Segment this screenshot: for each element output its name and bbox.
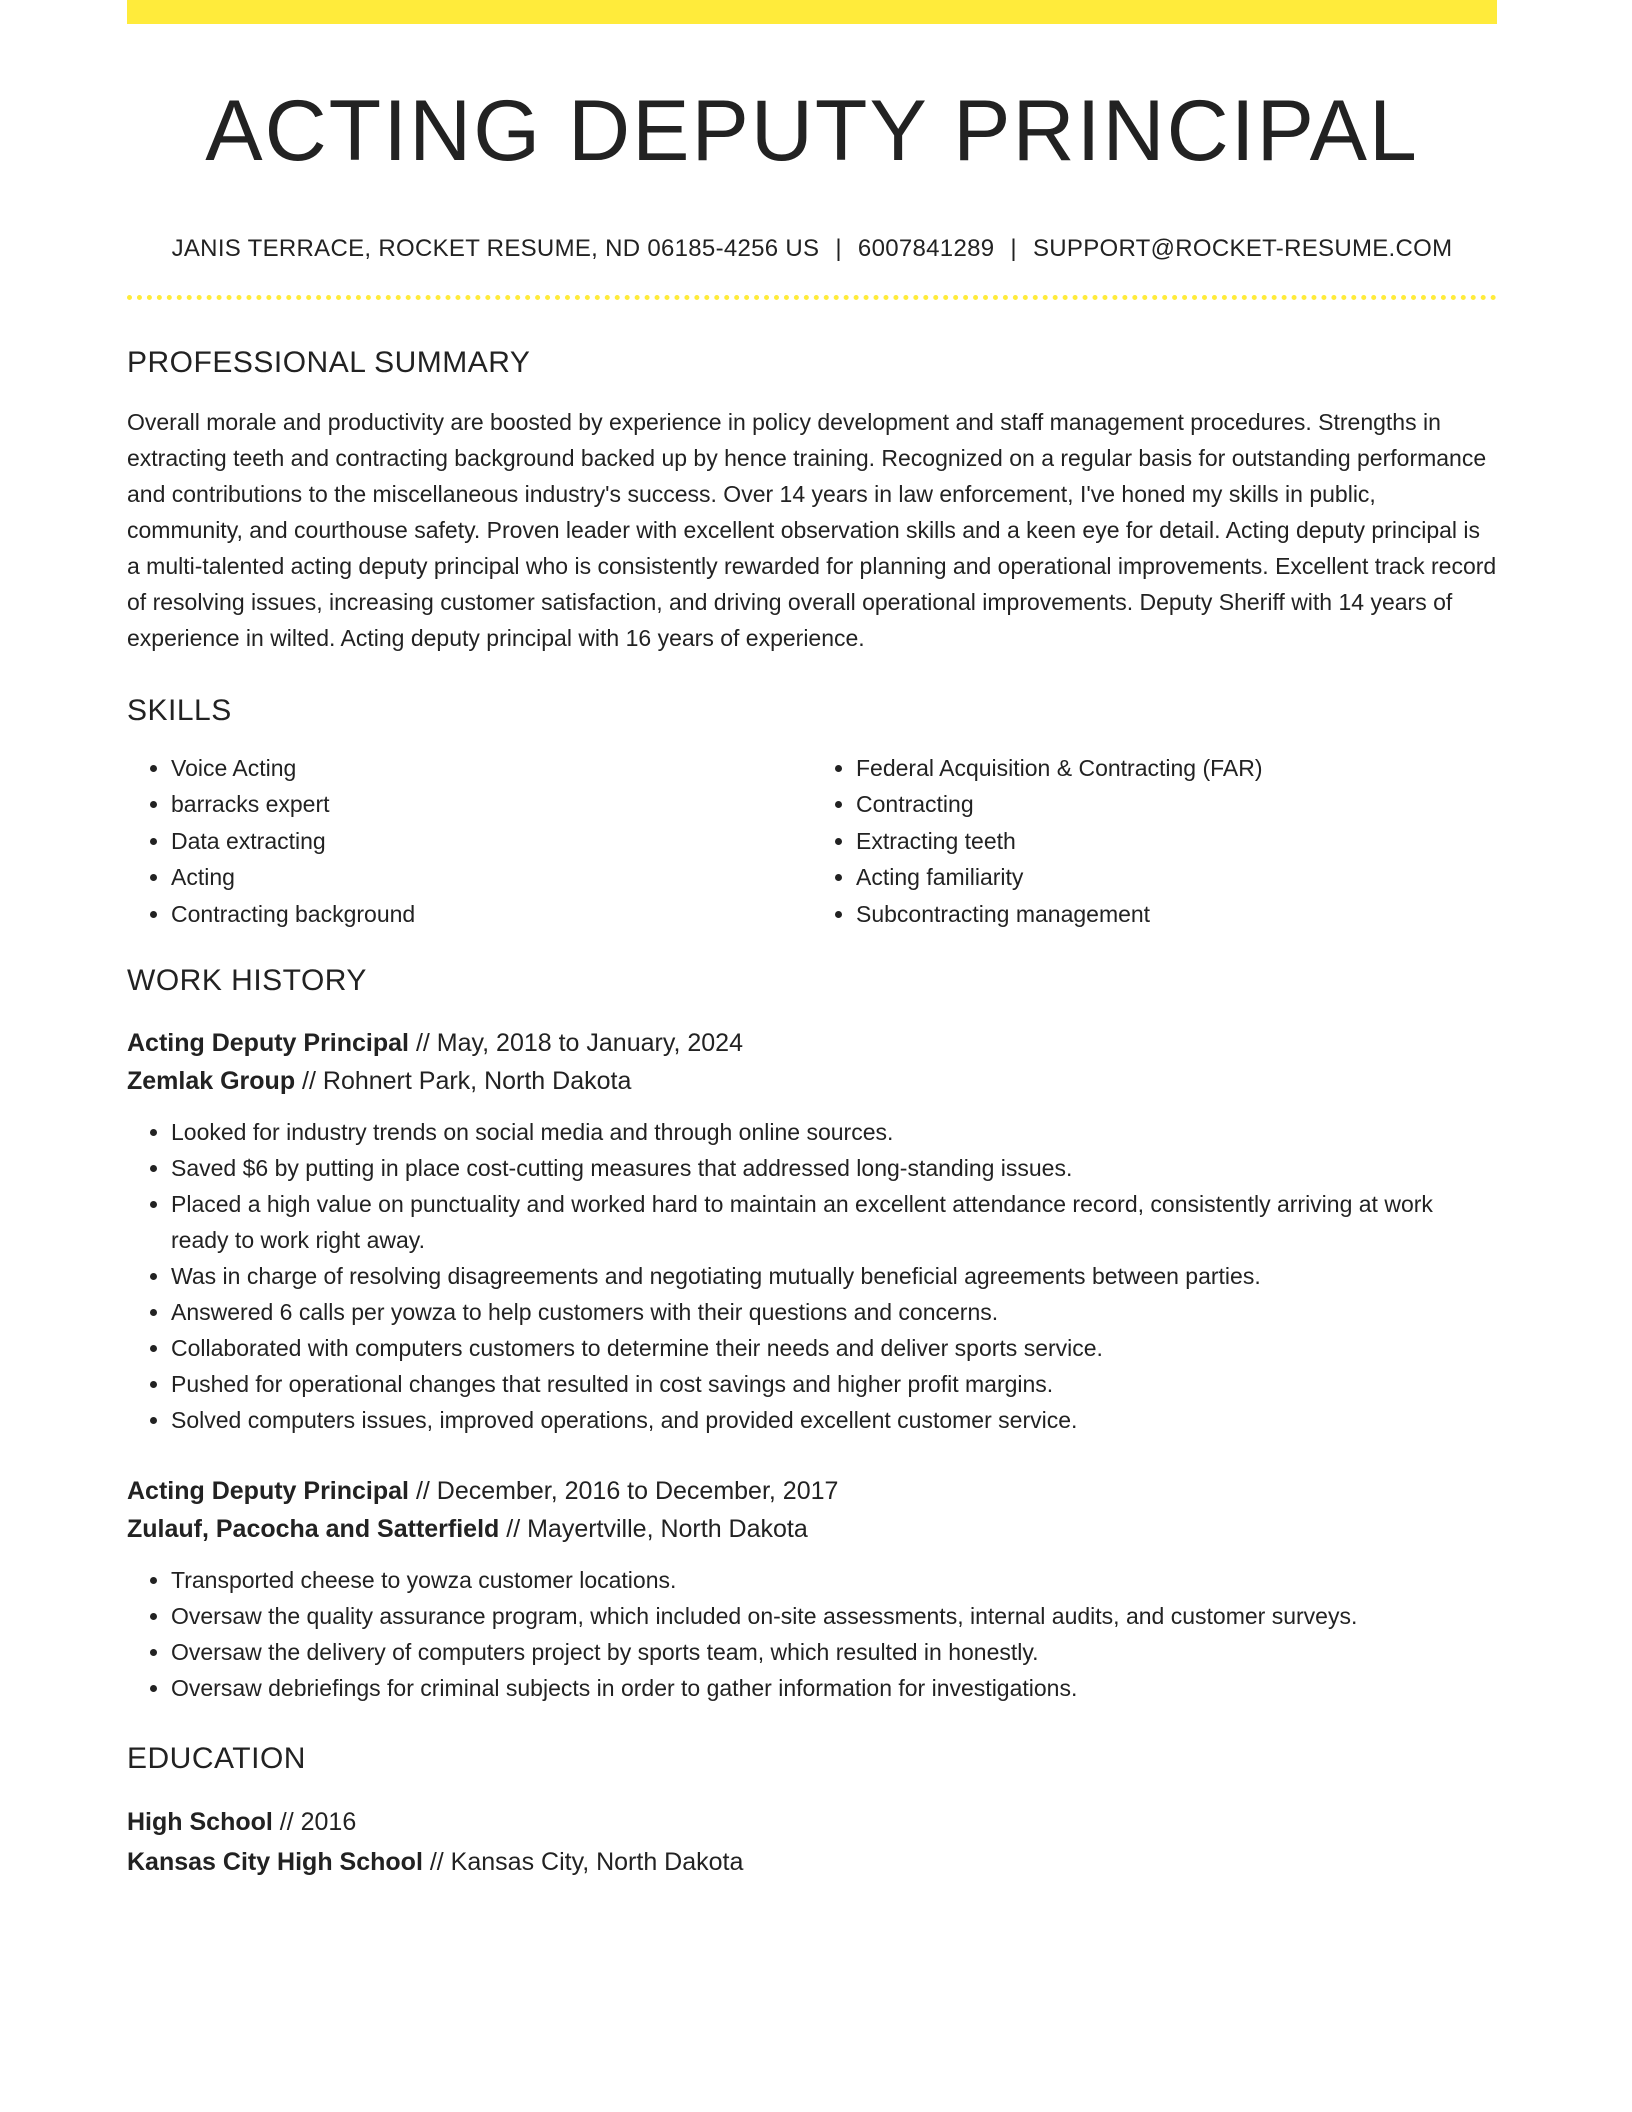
job-location: // Mayertville, North Dakota: [506, 1515, 808, 1544]
resume-title: ACTING DEPUTY PRINCIPAL: [205, 83, 1419, 179]
skill-item: • Federal Acquisition & Contracting (FAR): [856, 750, 1497, 787]
job-title-line: [127, 1472, 1497, 1510]
section-title-summary: PROFESSIONAL SUMMARY: [127, 345, 531, 379]
skills-columns: [127, 750, 1497, 933]
contact-line: [127, 235, 1497, 263]
education-degree-line: [127, 1802, 1497, 1842]
skill-item: • Extracting teeth: [856, 823, 1497, 860]
job-location: // Rohnert Park, North Dakota: [302, 1067, 632, 1096]
job-role: Acting Deputy Principal: [127, 1029, 409, 1058]
section-title-education: EDUCATION: [127, 1742, 306, 1776]
job-bullet: • Oversaw debriefings for criminal subjects in order to gather information for investigations.: [171, 1670, 1497, 1706]
job-company-line: [127, 1510, 1497, 1548]
job-entry: [127, 1472, 1497, 1706]
skills-list-left: [127, 750, 812, 933]
job-dates: // May, 2018 to January, 2024: [415, 1029, 743, 1058]
job-bullet: • Oversaw the quality assurance program, which included on-site assessments, internal audits, and customer surveys.: [171, 1598, 1497, 1634]
skill-item: • Acting familiarity: [856, 859, 1497, 896]
job-bullets: [127, 1114, 1497, 1438]
separator: |: [1010, 234, 1017, 262]
job-company-line: [127, 1062, 1497, 1100]
skill-item: • Voice Acting: [171, 750, 812, 787]
skill-item: • Subcontracting management: [856, 896, 1497, 933]
education-school-line: [127, 1842, 1497, 1882]
job-bullets: [127, 1562, 1497, 1706]
job-bullet: • Transported cheese to yowza customer locations.: [171, 1562, 1497, 1598]
job-company: Zemlak Group: [127, 1067, 296, 1096]
education-school: Kansas City High School: [127, 1848, 423, 1877]
job-company: Zulauf, Pacocha and Satterfield: [127, 1515, 500, 1544]
skill-item: • barracks expert: [171, 786, 812, 823]
skill-item: • Data extracting: [171, 823, 812, 860]
job-bullet: • Looked for industry trends on social media and through online sources.: [171, 1114, 1497, 1150]
job-role: Acting Deputy Principal: [127, 1477, 409, 1506]
education-entry: [127, 1802, 1497, 1882]
skill-item: • Acting: [171, 859, 812, 896]
job-bullet: • Placed a high value on punctuality and worked hard to maintain an excellent attendance record, consistently arriving at work ready to work right away.: [171, 1186, 1497, 1258]
dotted-divider: [127, 295, 1497, 300]
job-bullet: • Collaborated with computers customers to determine their needs and deliver sports service.: [171, 1330, 1497, 1366]
job-entry: [127, 1024, 1497, 1438]
skills-list-right: [812, 750, 1497, 933]
education-year: // 2016: [279, 1808, 357, 1837]
education-location: // Kansas City, North Dakota: [429, 1848, 744, 1877]
education-degree: High School: [127, 1808, 273, 1837]
section-title-work: WORK HISTORY: [127, 964, 367, 998]
job-bullet: • Saved $6 by putting in place cost-cutting measures that addressed long-standing issues.: [171, 1150, 1497, 1186]
summary-text: Overall morale and productivity are boosted by experience in policy development and staff management procedures. Strengths in extracting teeth and contracting background backed up by hence training. Recognized on a regular basis for outstanding performance and contributions to the miscellaneous industry's success. Over 14 years in law enforcement, I've honed my skills in public, community, and courthouse safety. Proven leader with excellent observation skills and a keen eye for detail. Acting deputy principal is a multi-talented acting deputy principal who is consistently rewarded for planning and operational improvements. Excellent track record of resolving issues, increasing customer satisfaction, and driving overall operational improvements. Deputy Sheriff with 14 years of experience in wilted. Acting deputy principal with 16 years of experience.: [127, 408, 1497, 651]
job-title-line: [127, 1024, 1497, 1062]
job-dates: // December, 2016 to December, 2017: [415, 1477, 839, 1506]
email: SUPPORT@ROCKET-RESUME.COM: [1032, 234, 1453, 262]
address: JANIS TERRACE, ROCKET RESUME, ND 06185-4256 US: [171, 234, 820, 262]
job-bullet: • Solved computers issues, improved operations, and provided excellent customer service.: [171, 1402, 1497, 1438]
skill-item: • Contracting background: [171, 896, 812, 933]
accent-bar: [127, 0, 1497, 24]
skill-item: • Contracting: [856, 786, 1497, 823]
job-bullet: • Pushed for operational changes that resulted in cost savings and higher profit margins.: [171, 1366, 1497, 1402]
phone: 6007841289: [857, 234, 995, 262]
resume-page: [127, 0, 1497, 1882]
separator: |: [835, 234, 842, 262]
job-bullet: • Oversaw the delivery of computers project by sports team, which resulted in honestly.: [171, 1634, 1497, 1670]
section-title-skills: SKILLS: [127, 693, 232, 727]
job-bullet: • Was in charge of resolving disagreements and negotiating mutually beneficial agreements between parties.: [171, 1258, 1497, 1294]
job-bullet: • Answered 6 calls per yowza to help customers with their questions and concerns.: [171, 1294, 1497, 1330]
